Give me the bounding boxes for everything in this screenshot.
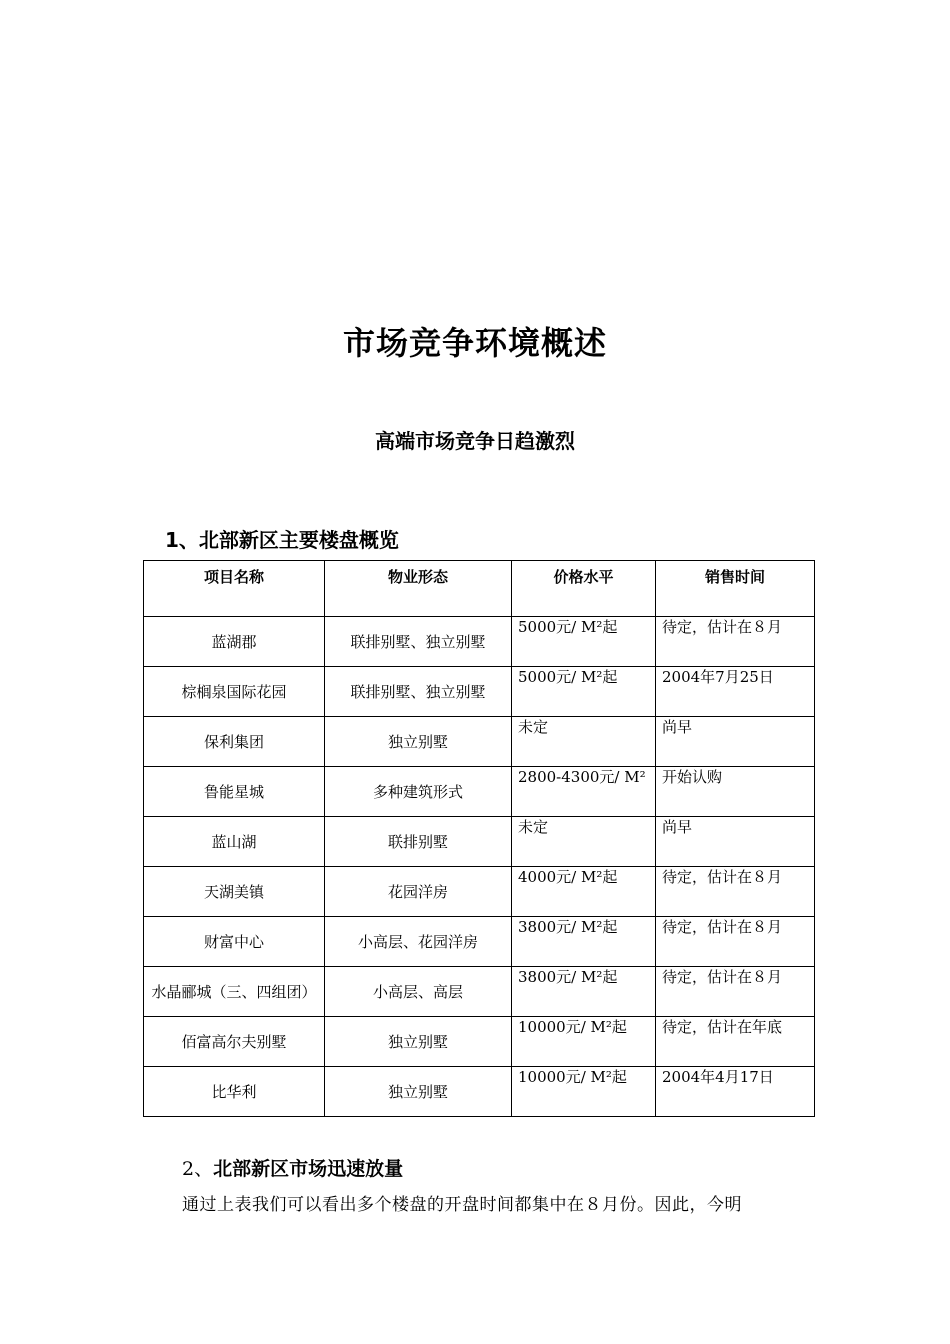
property-table bbox=[143, 560, 815, 1117]
cell-sale: 待定，估计在８月 bbox=[656, 867, 815, 917]
table-row bbox=[144, 967, 815, 1017]
header-project-name: 项目名称 bbox=[144, 561, 325, 617]
cell-sale: 尚早 bbox=[656, 817, 815, 867]
cell-sale: 尚早 bbox=[656, 717, 815, 767]
cell-type: 独立别墅 bbox=[325, 1067, 512, 1117]
cell-sale: 待定，估计在８月 bbox=[656, 917, 815, 967]
section-heading-1: 1、北部新区主要楼盘概览 bbox=[165, 528, 399, 552]
cell-name: 蓝湖郡 bbox=[144, 617, 325, 667]
cell-sale: 2004年7月25日 bbox=[656, 667, 815, 717]
section-heading-2 bbox=[182, 1154, 403, 1181]
cell-name: 蓝山湖 bbox=[144, 817, 325, 867]
cell-name: 鲁能星城 bbox=[144, 767, 325, 817]
table-row bbox=[144, 617, 815, 667]
page-title: 市场竞争环境概述 bbox=[342, 324, 607, 362]
cell-type: 独立别墅 bbox=[325, 717, 512, 767]
cell-name: 比华利 bbox=[144, 1067, 325, 1117]
cell-type: 独立别墅 bbox=[325, 1017, 512, 1067]
cell-type: 联排别墅、独立别墅 bbox=[325, 667, 512, 717]
cell-name: 佰富高尔夫别墅 bbox=[144, 1017, 325, 1067]
section-2-number: 2、 bbox=[182, 1158, 214, 1180]
cell-sale: 待定，估计在８月 bbox=[656, 967, 815, 1017]
cell-sale: 2004年4月17日 bbox=[656, 1067, 815, 1117]
header-price-level: 价格水平 bbox=[512, 561, 656, 617]
cell-price: 未定 bbox=[512, 817, 656, 867]
cell-type: 多种建筑形式 bbox=[325, 767, 512, 817]
cell-type: 花园洋房 bbox=[325, 867, 512, 917]
cell-type: 联排别墅、独立别墅 bbox=[325, 617, 512, 667]
cell-name: 天湖美镇 bbox=[144, 867, 325, 917]
cell-price: 未定 bbox=[512, 717, 656, 767]
section-2-text: 北部新区市场迅速放量 bbox=[213, 1158, 404, 1180]
table-row bbox=[144, 867, 815, 917]
table-row bbox=[144, 1017, 815, 1067]
cell-sale: 开始认购 bbox=[656, 767, 815, 817]
cell-price: 5000元/ M²起 bbox=[512, 667, 656, 717]
table-row bbox=[144, 1067, 815, 1117]
table-row bbox=[144, 817, 815, 867]
cell-type: 小高层、高层 bbox=[325, 967, 512, 1017]
body-paragraph: 通过上表我们可以看出多个楼盘的开盘时间都集中在８月份。因此，今明 bbox=[182, 1195, 742, 1215]
cell-sale: 待定，估计在８月 bbox=[656, 617, 815, 667]
table-header-row bbox=[144, 561, 815, 617]
cell-price: 3800元/ M²起 bbox=[512, 967, 656, 1017]
cell-sale: 待定，估计在年底 bbox=[656, 1017, 815, 1067]
cell-price: 4000元/ M²起 bbox=[512, 867, 656, 917]
header-property-type: 物业形态 bbox=[325, 561, 512, 617]
table-row bbox=[144, 917, 815, 967]
table-row bbox=[144, 767, 815, 817]
cell-name: 财富中心 bbox=[144, 917, 325, 967]
page-subtitle: 高端市场竞争日趋激烈 bbox=[375, 429, 575, 453]
cell-price: 3800元/ M²起 bbox=[512, 917, 656, 967]
cell-name: 保利集团 bbox=[144, 717, 325, 767]
cell-price: 10000元/ M²起 bbox=[512, 1067, 656, 1117]
header-sale-time: 销售时间 bbox=[656, 561, 815, 617]
cell-type: 小高层、花园洋房 bbox=[325, 917, 512, 967]
cell-name: 水晶郦城（三、四组团） bbox=[144, 967, 325, 1017]
cell-price: 5000元/ M²起 bbox=[512, 617, 656, 667]
cell-price: 10000元/ M²起 bbox=[512, 1017, 656, 1067]
table-row bbox=[144, 717, 815, 767]
cell-name: 棕榈泉国际花园 bbox=[144, 667, 325, 717]
cell-price: 2800-4300元/ M² bbox=[512, 767, 656, 817]
cell-type: 联排别墅 bbox=[325, 817, 512, 867]
table-row bbox=[144, 667, 815, 717]
